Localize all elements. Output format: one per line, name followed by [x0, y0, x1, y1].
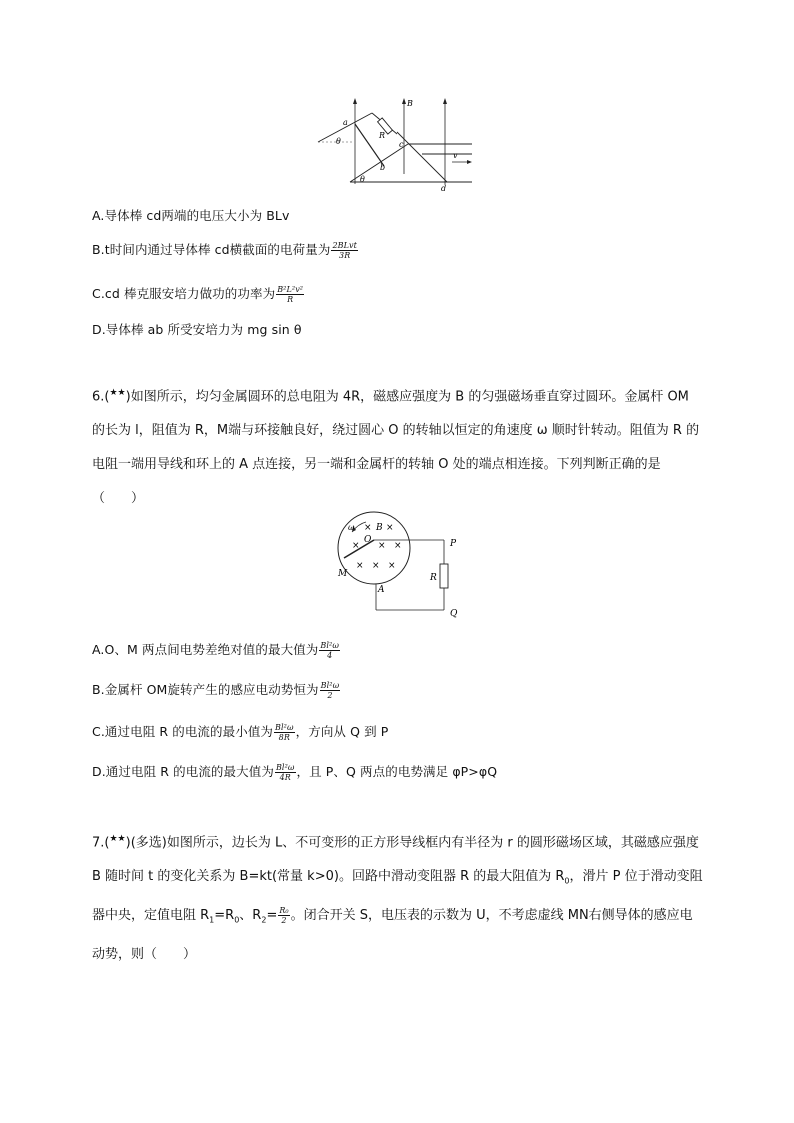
fraction-numerator: 2BLvt [332, 241, 357, 250]
label-c: c [399, 140, 404, 149]
cross-mark: × [364, 523, 372, 533]
label-R: R [430, 573, 437, 583]
q6-option-d-fraction [275, 763, 296, 782]
q6-number: 6.( [92, 389, 110, 405]
fraction-denominator: 3R [339, 251, 351, 260]
q6-option-c [92, 722, 388, 742]
fraction-denominator: R [287, 295, 294, 304]
q6-option-b-fraction [320, 681, 341, 700]
q6-stem [92, 376, 704, 516]
q7-stem [92, 822, 704, 972]
label-B: B [407, 99, 413, 108]
fraction-numerator: Bl²ω [320, 641, 339, 650]
difficulty-stars: ★★ [109, 834, 126, 844]
label-v: v [453, 151, 458, 160]
label-b: b [380, 163, 386, 172]
q7-number: 7.( [92, 835, 110, 851]
subscript-2: 2 [261, 915, 267, 925]
rail-figure [312, 96, 484, 192]
label-d: d [441, 184, 447, 192]
q5-option-c-text: C.cd 棒克服安培力做功的功率为 [92, 286, 276, 301]
label-A: A [378, 585, 385, 595]
q5-option-a: A.导体棒 cd两端的电压大小为 BLv [92, 208, 290, 223]
q6-option-d-suffix: ，且 P、Q 两点的电势满足 φP>φQ [296, 764, 498, 779]
q7-stem-text-3: =R [214, 907, 235, 923]
q6-option-d [92, 762, 497, 782]
q6-option-d-text: D.通过电阻 R 的电流的最大值为 [92, 764, 274, 779]
q6-option-a [92, 640, 341, 660]
fraction-denominator: 2 [327, 691, 333, 700]
subscript-0: 0 [564, 876, 570, 886]
cross-mark: × [352, 541, 360, 551]
label-R: R [379, 131, 386, 140]
q6-option-c-fraction [274, 723, 295, 742]
label-a: a [343, 118, 348, 127]
fraction-numerator: Bl²ω [320, 681, 340, 690]
cross-mark: × [356, 561, 364, 571]
q5-option-b-text: B.t时间内通过导体棒 cd横截面的电荷量为 [92, 242, 331, 257]
q7-stem-text-6: 。闭合开关 S，电压表的示数为 U，不考虑虚线 MN右侧导体的感应电动势，则（ ） [92, 907, 693, 962]
label-B: B [376, 523, 383, 533]
difficulty-stars: ★★ [109, 388, 126, 398]
fraction-numerator: R₀ [279, 905, 289, 915]
cross-mark: × [378, 541, 386, 551]
label-omega: ω [348, 523, 355, 532]
cross-mark: × [388, 561, 396, 571]
q5-option-d: D.导体棒 ab 所受安培力为 mg sin θ [92, 322, 302, 337]
label-Q: Q [450, 609, 458, 619]
q6-option-b-text: B.金属杆 OM旋转产生的感应电动势恒为 [92, 682, 319, 697]
ring-circuit-figure [330, 504, 466, 620]
cross-mark: × [372, 561, 380, 571]
cross-mark: × [386, 523, 394, 533]
q6-option-a-text: A.O、M 两点间电势差绝对值的最大值为 [92, 642, 319, 657]
label-theta-2: θ [360, 175, 365, 184]
fraction-denominator: 2 [281, 915, 287, 925]
q5-option-b [92, 240, 359, 260]
fraction-denominator: 4 [327, 651, 333, 660]
fraction-denominator: 4R [279, 773, 291, 782]
q5-option-c-fraction [276, 285, 304, 304]
q6-option-a-fraction [319, 641, 340, 660]
q6-option-c-text: C.通过电阻 R 的电流的最小值为 [92, 724, 274, 739]
q6-stem-text: )如图所示，均匀金属圆环的总电阻为 4R，磁感应强度为 B 的匀强磁场垂直穿过圆环。金属杆 OM 的长为 l，阻值为 R，M端与环接触良好，绕过圆心 O 的转轴以恒定的角速度 ω 顺时针转动。阻值为 R 的电阻一端用导线和环上的 A 点连接，另一端和金属杆的转轴 O 处的端点相连接。下列判断正确的是（ ） [92, 389, 700, 507]
subscript-0: 0 [234, 915, 240, 925]
fraction-numerator: Bl²ω [275, 763, 295, 772]
fraction-numerator: Bl²ω [275, 723, 294, 732]
q5-option-b-fraction [331, 241, 358, 260]
label-O: O [364, 535, 372, 545]
q7-stem-text-1: )(多选)如图所示，边长为 L、不可变形的正方形导线框内有半径为 r 的圆形磁场区域，其磁感应强度 B 随时间 t 的变化关系为 B=kt(常量 k>0)。回路中滑动变阻器 R 的最大阻值为 R [92, 835, 699, 885]
q6-option-c-suffix: ，方向从 Q 到 P [295, 724, 389, 739]
q7-stem-text-4: 、R [239, 907, 262, 923]
label-M: M [338, 569, 348, 579]
q7-stem-text-5: = [266, 907, 278, 923]
cross-mark: × [394, 541, 402, 551]
fraction-denominator: 8R [278, 733, 290, 742]
label-P: P [450, 539, 457, 549]
q7-stem-text-2: ，滑片 P 位于滑动变阻器中央，定值电阻 R [92, 869, 703, 923]
fraction-numerator: B²L²v² [277, 285, 304, 294]
q7-fraction [278, 906, 289, 925]
q5-option-c [92, 284, 305, 304]
q6-option-b [92, 680, 341, 700]
subscript-1: 1 [209, 915, 215, 925]
label-theta-1: θ [336, 137, 341, 146]
